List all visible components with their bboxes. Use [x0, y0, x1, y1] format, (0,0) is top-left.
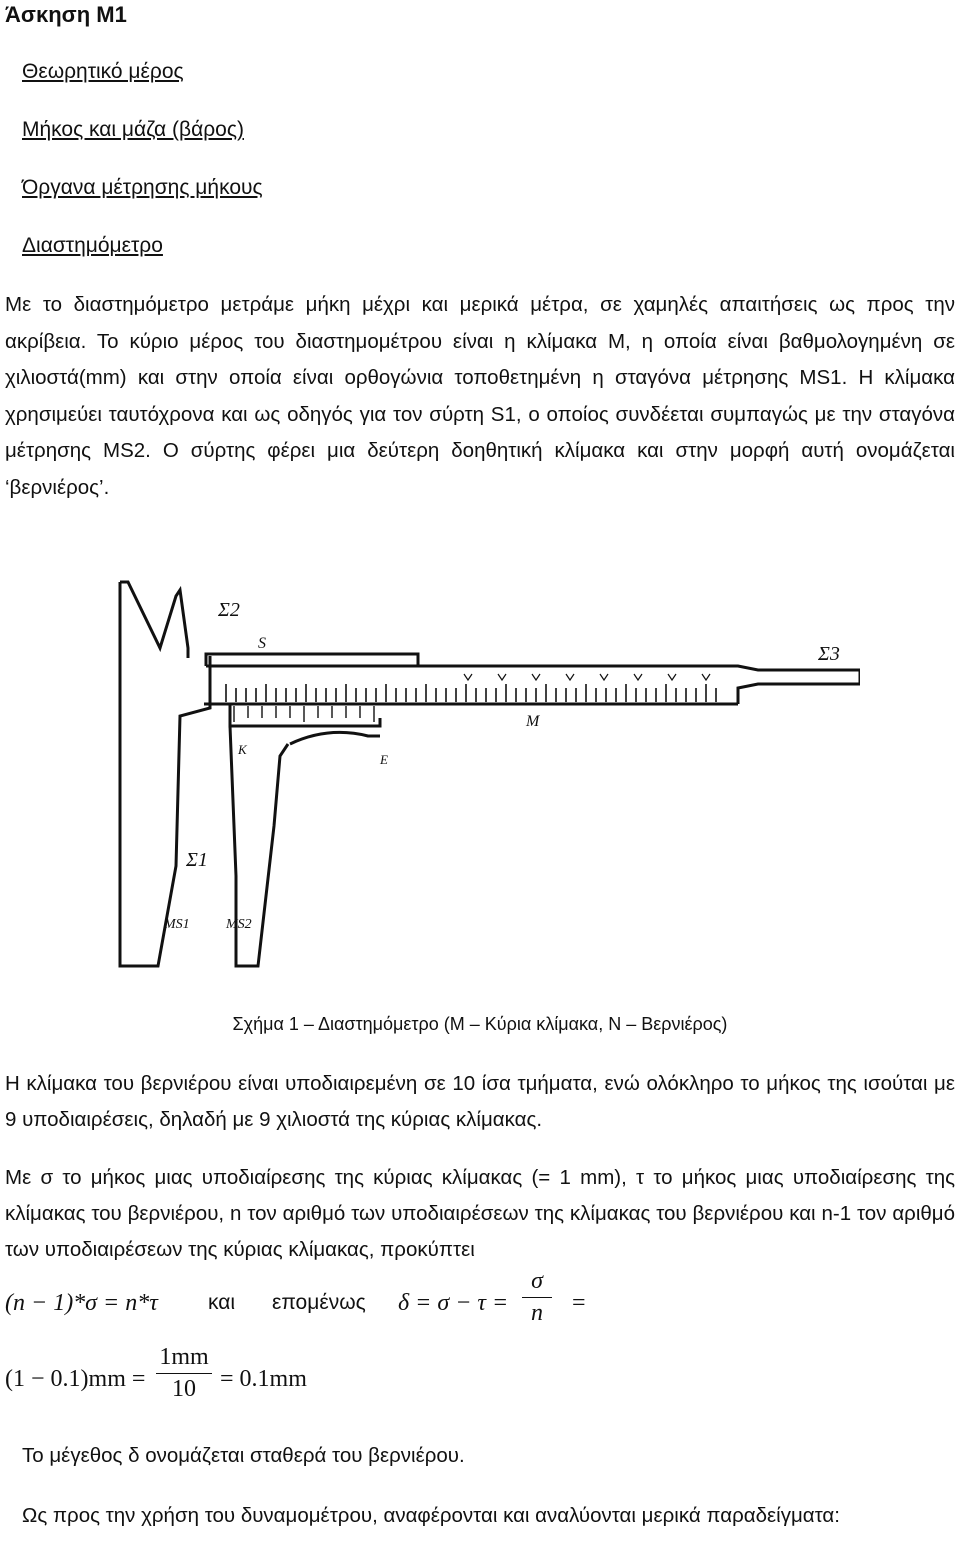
main-beam — [206, 666, 860, 704]
vernier-constant-statement: Το μέγεθος δ ονομάζεται σταθερά του βερνιέρου. — [22, 1444, 465, 1467]
label-k: K — [238, 742, 247, 757]
fixed-jaw-outline — [120, 582, 210, 966]
upper-jaws-outline — [120, 582, 188, 658]
fraction-bar — [522, 1297, 552, 1298]
fraction-numerator: 1mm — [159, 1344, 209, 1370]
slider-top — [206, 654, 418, 666]
vernier-caliper-figure — [118, 576, 860, 996]
label-s: S — [258, 635, 266, 652]
paragraph-definitions: Με σ το μήκος μιας υποδιαίρεσης της κύριας κλίμακας (= 1 mm), τ το μήκος μιας υποδιαίρεσης της κλίμακας του βερνιέρου, n τον αριθμό των υποδιαιρέσεων της κλίμακας του βερνιέρου και n-1 τον αριθμό των υποδιαιρέσεων της κύριας κλίμακας, προκύπτει — [5, 1166, 955, 1261]
page-title: Άσκηση Μ1 — [5, 2, 127, 27]
label-sigma2: Σ2 — [218, 599, 240, 621]
equation-2-equals: = — [572, 1290, 586, 1316]
fraction-bar — [156, 1373, 212, 1374]
figure-caption: Σχήμα 1 – Διαστημόμετρο (Μ – Κύρια κλίμακα, Ν – Βερνιέρος) — [232, 1014, 728, 1034]
fraction-numerator: σ — [531, 1268, 543, 1294]
heading-length-mass: Μήκος και μάζα (βάρος) — [22, 118, 244, 141]
fraction-denominator: n — [531, 1300, 543, 1326]
label-e: E — [380, 752, 388, 767]
main-scale-numbers-marks — [464, 674, 710, 680]
equation-2-lhs: δ = σ − τ = — [398, 1290, 509, 1316]
equation-3-lhs: (1 − 0.1)mm = — [5, 1366, 146, 1392]
label-sigma3: Σ3 — [818, 643, 840, 665]
paragraph-vernier-divisions: Η κλίμακα του βερνιέρου είναι υποδιαιρεμένη σε 10 ίσα τμήματα, ενώ ολόκληρο το μήκος της ισούται με 9 υποδιαιρέσεις, δηλαδή με 9 χιλιοστά της κύριας κλίμακας. — [5, 1072, 955, 1131]
heading-caliper: Διαστημόμετρο — [22, 234, 163, 257]
slider-body — [230, 704, 380, 726]
heading-length-instruments: Όργανα μέτρησης μήκους — [22, 176, 263, 199]
fraction-denominator: 10 — [172, 1376, 196, 1402]
closing-paragraph: Ως προς την χρήση του δυναμομέτρου, αναφέρονται και αναλύονται μερικά παραδείγματα: — [22, 1504, 840, 1527]
label-ms1: MS1 — [164, 917, 190, 932]
moving-jaw-curve — [290, 732, 380, 744]
label-m: M — [526, 713, 540, 730]
word-therefore: επομένως — [272, 1291, 366, 1314]
equation-3-rhs: = 0.1mm — [220, 1366, 307, 1392]
main-scale-ticks — [226, 684, 716, 702]
label-sigma1: Σ1 — [186, 849, 208, 871]
word-and: και — [208, 1291, 236, 1314]
heading-theory: Θεωρητικό μέρος — [22, 60, 184, 83]
vernier-scale-ticks — [234, 706, 374, 722]
label-ms2: MS2 — [226, 917, 252, 932]
equation-1: (n − 1)*σ = n*τ — [5, 1290, 158, 1316]
paragraph-caliper-description: Με το διαστημόμετρο μετράμε μήκη μέχρι και μερικά μέτρα, σε χαμηλές απαιτήσεις ως προς την ακρίβεια. Το κύριο μέρος του διαστημομέτρου είναι η κλίμακα Μ, η οποία είναι βαθμολογημένη σε χιλιοστά(mm) και στην οποία είναι ορθογώνια τοποθετημένη η σταγόνα μέτρησης MS1. Η κλίμακα χρησιμεύει ταυτόχρονα και ως οδηγός για τον σύρτη S1, ο οποίος συνδέεται συμπαγώς με την σταγόνα μέτρησης MS2. Ο σύρτης φέρει μια δεύτερη δοηθητική κλίμακα και στην μορφή αυτή ονομάζεται ‘βερνιέρος’. — [5, 293, 955, 499]
fraction-sigma-over-n — [522, 1268, 552, 1327]
fraction-1mm-over-10 — [156, 1344, 212, 1403]
